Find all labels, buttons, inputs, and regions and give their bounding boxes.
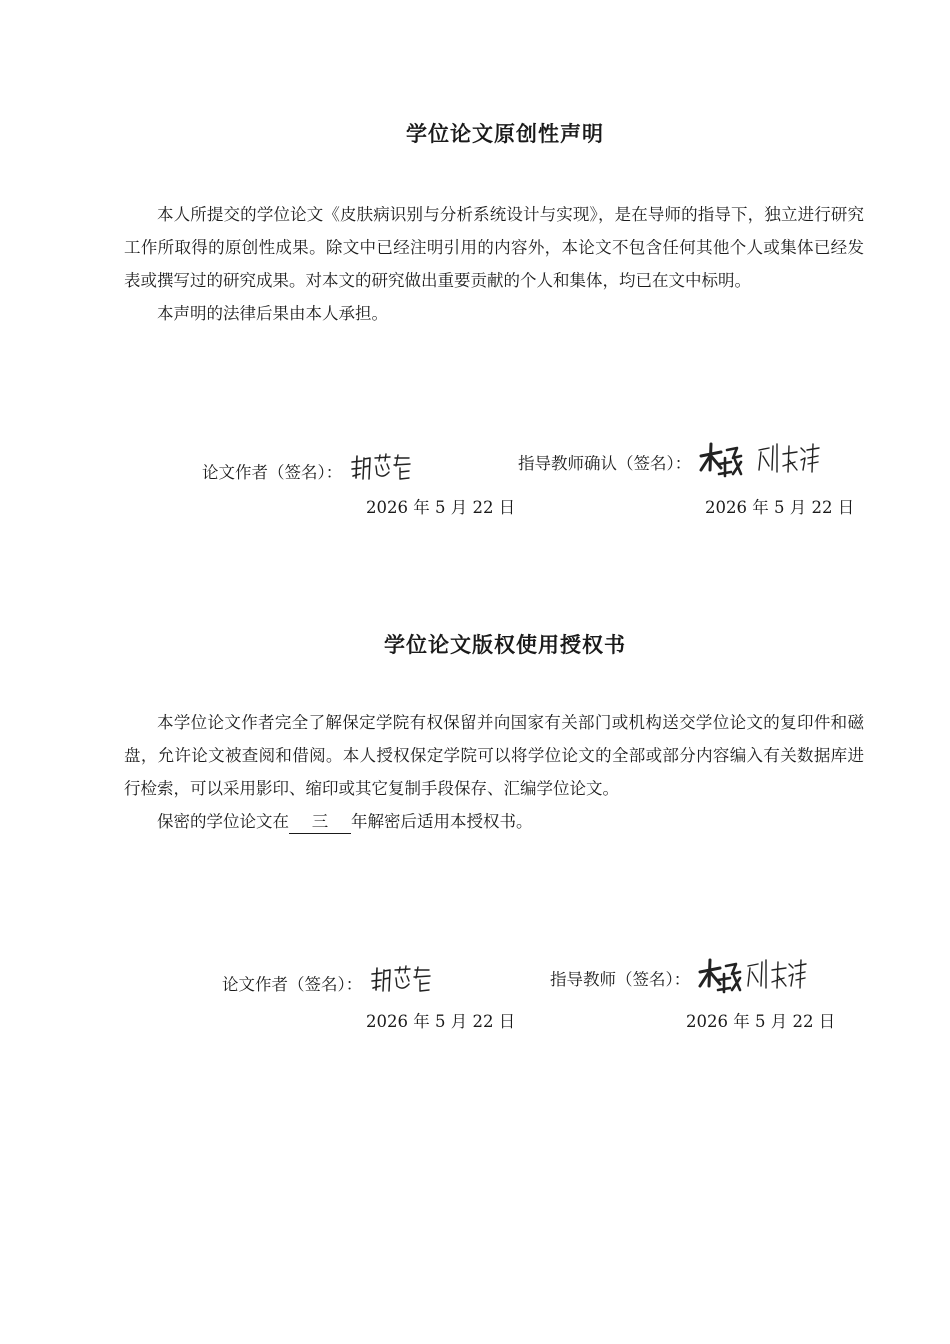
author-handwritten-signature	[348, 452, 414, 490]
originality-paragraph-1: 本人所提交的学位论文《皮肤病识别与分析系统设计与实现》，是在导师的指导下，独立进行研究工作所取得的原创性成果。除文中已经注明引用的内容外，本论文不包含任何其他个人或集体已经发表或撰写过的研究成果。对本文的研究做出重要贡献的个人和集体，均已在文中标明。	[124, 205, 864, 290]
originality-author-signature-line	[202, 452, 414, 490]
advisor-handwritten-signature	[697, 440, 821, 484]
copyright-author-signature-line	[222, 964, 436, 1002]
copyright-advisor-date: 2026 年 5 月 22 日	[686, 1012, 836, 1031]
copyright-author-date: 2026 年 5 月 22 日	[366, 1012, 516, 1031]
originality-advisor-date: 2026 年 5 月 22 日	[705, 498, 855, 517]
copyright-title: 学位论文版权使用授权书	[384, 633, 626, 657]
originality-title: 学位论文原创性声明	[406, 122, 604, 146]
author-signature-label: 论文作者（签名）：	[202, 463, 343, 482]
advisor-signature-label: 指导教师确认（签名）：	[518, 454, 692, 473]
advisor-signature-label: 指导教师（签名）：	[550, 970, 691, 989]
advisor-handwritten-signature	[696, 956, 808, 1000]
copyright-advisor-signature-line	[550, 956, 808, 1000]
secrecy-suffix: 年解密后适用本授权书。	[351, 812, 533, 831]
author-handwritten-signature	[368, 964, 436, 1002]
secrecy-years-blank: 三	[289, 811, 351, 834]
author-signature-label: 论文作者（签名）：	[222, 975, 363, 994]
secrecy-paragraph	[124, 805, 864, 838]
secrecy-prefix: 保密的学位论文在	[157, 812, 289, 831]
originality-paragraph-2: 本声明的法律后果由本人承担。	[157, 304, 388, 323]
copyright-body	[124, 706, 864, 838]
originality-advisor-signature-line	[518, 440, 821, 484]
copyright-paragraph: 本学位论文作者完全了解保定学院有权保留并向国家有关部门或机构送交学位论文的复印件和磁盘，允许论文被查阅和借阅。本人授权保定学院可以将学位论文的全部或部分内容编入有关数据库进行检索，可以采用影印、缩印或其它复制手段保存、汇编学位论文。	[124, 713, 864, 798]
originality-body	[124, 198, 864, 330]
originality-author-date: 2026 年 5 月 22 日	[366, 498, 516, 517]
